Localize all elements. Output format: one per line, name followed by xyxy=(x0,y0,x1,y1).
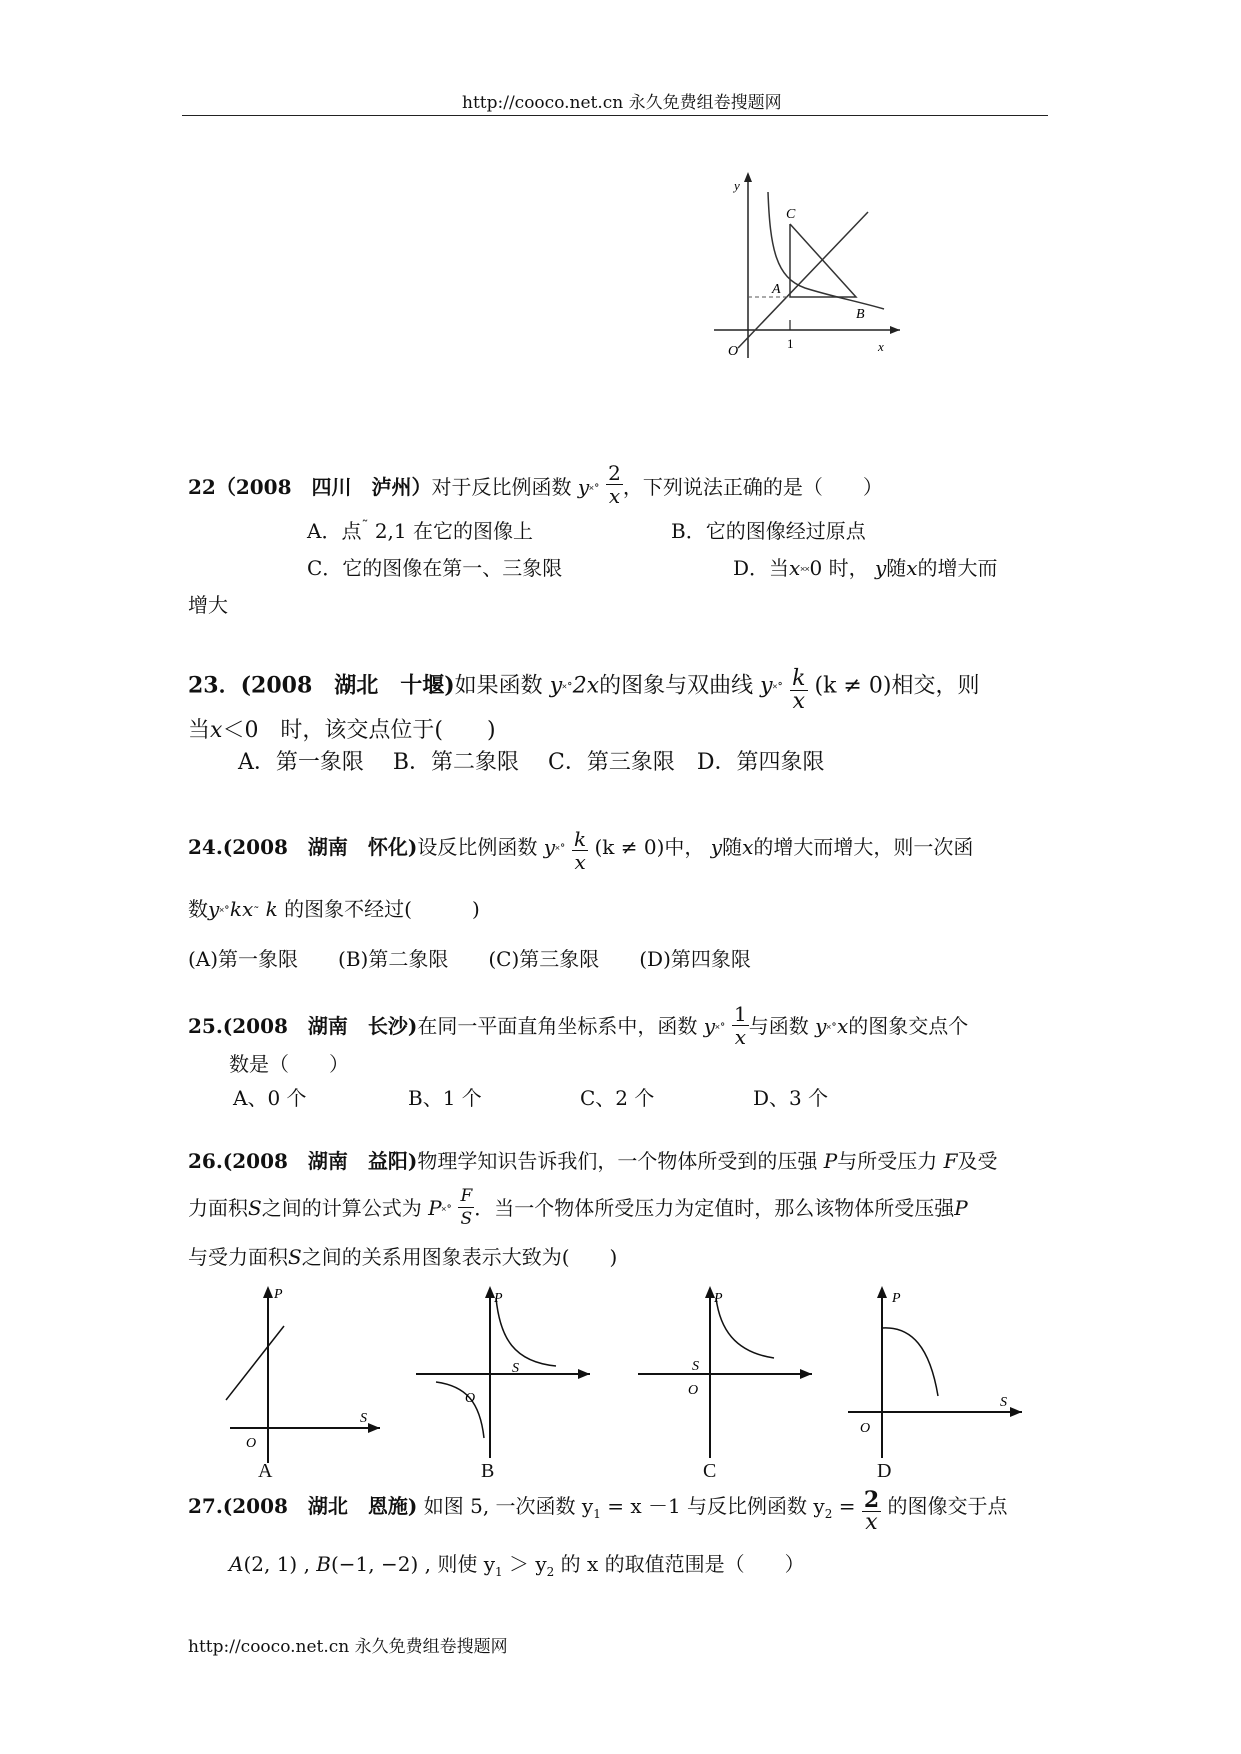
q26-line3: 与受力面积S之间的关系用图象表示大致为( ) xyxy=(188,1245,618,1269)
q22-option-c: C．它的图像在第一、三象限 xyxy=(307,556,563,580)
fig-label-x: x xyxy=(878,339,884,354)
figure-hyperbola-triangle xyxy=(710,168,910,364)
q26-label-c: C xyxy=(703,1460,717,1482)
q27-line2: A(2, 1) , B(−1, −2) , 则使 $y_1 > y_2$ 的 x 的取值范围是（ ） xyxy=(229,1552,805,1579)
q25-stem: 25.(2008 湖南 长沙)在同一平面直角坐标系中，函数 y˟˚ $\frac{1}{x}$ 与函数 y˟˚x的图象交点个 xyxy=(188,1002,969,1049)
svg-text:O: O xyxy=(860,1421,871,1436)
q26-graph-d xyxy=(842,1278,1032,1468)
q26-label-d: D xyxy=(877,1460,892,1482)
q26-graph-c xyxy=(632,1278,822,1468)
fig-label-y: y xyxy=(734,178,740,193)
q26-label-b: B xyxy=(481,1460,495,1482)
q26-line2: 力面积S之间的计算公式为 P˟˚ $\frac{F}{S}$ ．当一个物体所受压力为定值时，那么该物体所受压强P xyxy=(188,1186,968,1229)
q26-label-a: A xyxy=(258,1460,273,1482)
q22-option-d-wrap: 增大 xyxy=(188,593,228,617)
q25-line2: 数是（ ） xyxy=(229,1052,349,1076)
q23-line2: 当x＜0 时，该交点位于( ) xyxy=(188,718,496,743)
svg-text:P: P xyxy=(892,1291,901,1306)
fig-label-one: 1 xyxy=(787,336,794,351)
header-rule xyxy=(182,115,1048,116)
svg-text:O: O xyxy=(688,1383,699,1398)
q27-stem: 27.(2008 湖北 恩施) 如图 5, 一次函数 $y_1 = x -1$ 与反比例函数 $y_2$ = $\frac{2}{x}$ 的图像交于点 xyxy=(188,1487,1008,1535)
svg-text:P: P xyxy=(494,1291,503,1306)
fig-label-o: O xyxy=(728,344,739,359)
q24-stem: 24.(2008 湖南 怀化)设反比例函数 y˟˚ $\frac{k}{x}$ (k ≠ 0)中， y随x的增大而增大，则一次函 xyxy=(188,827,974,874)
q26-graph-b xyxy=(410,1278,600,1468)
q22-option-a: A．点˜ 2,1 在它的图像上 xyxy=(307,518,533,543)
q23-options: A．第一象限 B．第二象限 C．第三象限 D．第四象限 xyxy=(238,750,825,775)
page-footer: http://cooco.net.cn 永久免费组卷搜题网 xyxy=(188,1637,508,1657)
fig-label-a: A xyxy=(772,282,781,297)
fig-label-c: C xyxy=(786,207,796,222)
svg-text:O: O xyxy=(246,1436,257,1451)
svg-text:S: S xyxy=(1000,1395,1007,1410)
fig-label-b: B xyxy=(856,307,865,322)
svg-text:O: O xyxy=(465,1391,476,1406)
y-axis-arrow xyxy=(744,172,752,182)
line-y-eq-x xyxy=(738,212,868,348)
q22-option-d: D．当x˟˟0 时， y随x的增大而 xyxy=(733,556,998,580)
svg-text:P: P xyxy=(714,1291,723,1306)
q23-stem: 23．(2008 湖北 十堰)如果函数 y˟˚2x的图象与双曲线 y˟˚ $\frac{k}{x}$ (k ≠ 0)相交，则 xyxy=(188,666,980,714)
svg-text:S: S xyxy=(360,1411,367,1426)
q22-option-b: B．它的图像经过原点 xyxy=(671,519,866,543)
svg-text:P: P xyxy=(274,1287,283,1302)
q25-option-c: C、2 个 xyxy=(580,1086,655,1110)
q25-option-d: D、3 个 xyxy=(753,1086,829,1110)
svg-text:S: S xyxy=(512,1361,519,1376)
q25-option-a: A、0 个 xyxy=(233,1086,307,1110)
q24-options: (A)第一象限 (B)第二象限 (C)第三象限 (D)第四象限 xyxy=(188,947,751,971)
q24-line2: 数y˟˚kx˜ k 的图象不经过( ) xyxy=(188,897,480,921)
q26-stem: 26.(2008 湖南 益阳)物理学知识告诉我们，一个物体所受到的压强 P与所受压力 F及受 xyxy=(188,1149,998,1173)
svg-text:S: S xyxy=(692,1359,699,1374)
x-axis-arrow xyxy=(890,326,900,334)
q22-stem: 22（2008 四川 泸州）对于反比例函数 y˟˚ $\frac{2}{x}$ ，下列说法正确的是（ ） xyxy=(188,461,883,508)
q26-graph-a xyxy=(200,1278,390,1468)
q25-option-b: B、1 个 xyxy=(408,1086,482,1110)
page-header: http://cooco.net.cn 永久免费组卷搜题网 xyxy=(462,93,782,113)
